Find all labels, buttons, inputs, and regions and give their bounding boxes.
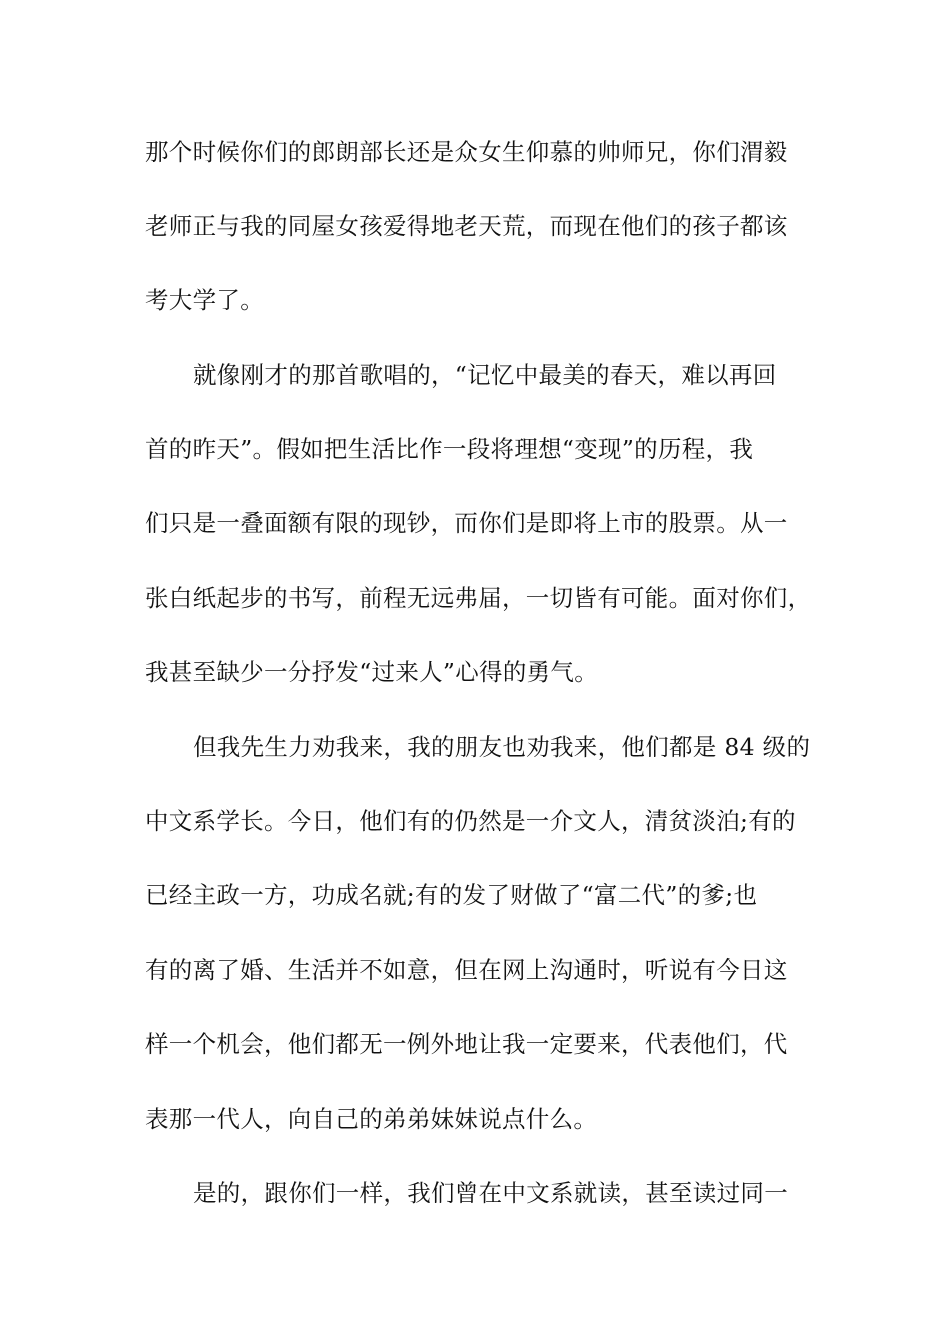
text-line-2: 老师正与我的同屋女孩爱得地老天荒，而现在他们的孩子都该 — [145, 212, 788, 240]
text-line-6: 们只是一叠面额有限的现钞，而你们是即将上市的股票。从一 — [145, 509, 788, 537]
text-line-11: 已经主政一方，功成名就;有的发了财做了“富二代”的爹;也 — [145, 881, 758, 909]
text-line-3: 考大学了。 — [145, 286, 264, 314]
text-line-9: 但我先生力劝我来，我的朋友也劝我来，他们都是 84 级的 — [193, 733, 811, 761]
text-line-15: 是的，跟你们一样，我们曾在中文系就读，甚至读过同一 — [193, 1179, 788, 1207]
text-line-4: 就像刚才的那首歌唱的，“记忆中最美的春天，难以再回 — [193, 361, 777, 389]
text-line-14: 表那一代人，向自己的弟弟妹妹说点什么。 — [145, 1105, 598, 1133]
text-line-10: 中文系学长。今日，他们有的仍然是一介文人，清贫淡泊;有的 — [145, 807, 796, 835]
text-line-7: 张白纸起步的书写，前程无远弗届，一切皆有可能。面对你们， — [145, 584, 812, 612]
text-line-5: 首的昨天”。假如把生活比作一段将理想“变现”的历程，我 — [145, 435, 754, 463]
text-line-1: 那个时候你们的郎朗部长还是众女生仰慕的帅师兄，你们渭毅 — [145, 138, 788, 166]
text-line-8: 我甚至缺少一分抒发“过来人”心得的勇气。 — [145, 658, 599, 686]
text-line-12: 有的离了婚、生活并不如意，但在网上沟通时，听说有今日这 — [145, 956, 788, 984]
text-line-13: 样一个机会，他们都无一例外地让我一定要来，代表他们，代 — [145, 1030, 788, 1058]
